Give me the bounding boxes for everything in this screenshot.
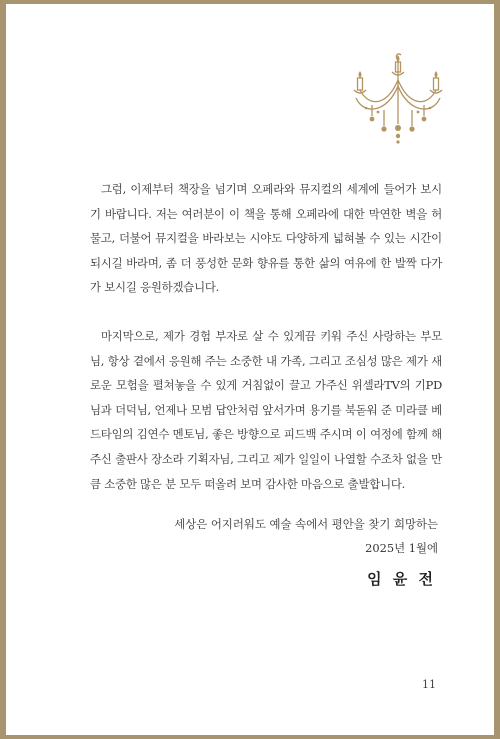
closing-line: 세상은 어지러워도 예술 속에서 평안을 찾기 희망하는 — [174, 517, 438, 531]
page-number: 11 — [422, 678, 436, 691]
book-page — [6, 4, 494, 735]
body-text — [90, 177, 442, 496]
closing-note — [174, 512, 438, 560]
paragraph-invitation: 그럼, 이제부터 책장을 넘기며 오페라와 뮤지컬의 세계에 들어가 보시기 바랍니다. 저는 여러분이 이 책을 통해 오페라에 대한 막연한 벽을 허물고, 더불어 뮤지컬을 바라보는 시야도 다양하게 넓혀볼 수 있는 시간이 되시길 바라며, 좀 더 풍성한 문화 향유를 통한 삶의 여유에 한 발짝 다가가 보시길 응원하겠습니다. — [90, 182, 442, 295]
closing-date: 2025년 1월에 — [365, 541, 438, 555]
chandelier-icon — [342, 50, 454, 150]
paragraph-acknowledgements: 마지막으로, 제가 경험 부자로 살 수 있게끔 키워 주신 사랑하는 부모님, 항상 곁에서 응원해 주는 소중한 내 가족, 그리고 조심성 많은 제가 새로운 모험을 펼쳐놓을 수 있게 거침없이 끌고 가주신 위셀라TV의 기PD님과 더덕님, 언제나 모범 답안처럼 앞서가며 용기를 북돋워 준 미라클 베드타임의 김연수 멘토님, 좋은 방향으로 피드백 주시며 이 여정에 함께 해주신 출판사 장소라 기획자님, 그리고 제가 일일이 나열할 수조차 없을 만큼 소중한 많은 분 모두 떠올려 보며 감사한 마음으로 출발합니다. — [90, 328, 442, 491]
author-signature: 임 윤 전 — [367, 570, 436, 588]
